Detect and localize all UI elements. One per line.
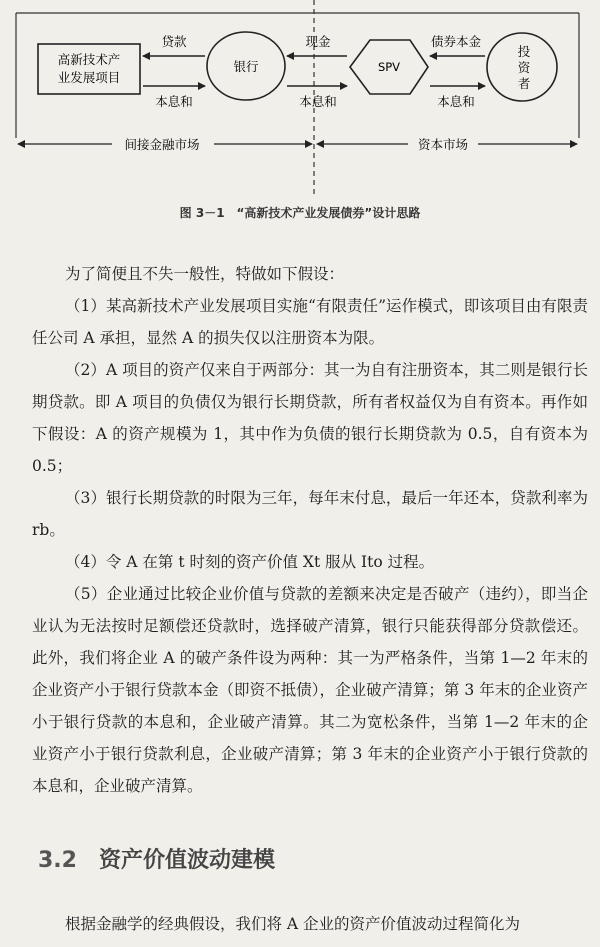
cash-label: 现金 (305, 34, 331, 49)
loan-label: 贷款 (161, 34, 187, 49)
repay-investor-label: 本息和 (437, 94, 475, 109)
project-label-line2: 业发展项目 (57, 70, 121, 85)
section-number: 3.2 (38, 848, 77, 873)
bond-principal-label: 债券本金 (430, 34, 482, 49)
financing-diagram (0, 0, 600, 200)
indirect-market-label: 间接金融市场 (124, 137, 200, 152)
paragraph-assumption-4: （4）令 A 在第 t 时刻的资产价值 Xt 服从 Ito 过程。 (65, 553, 435, 571)
paragraph-assumption-1: （1）某高新技术产业发展项目实施“有限责任”运作模式，即该项目由有限责任公司 A 承担，显然 A 的损失仅以注册资本为限。 (32, 297, 588, 347)
figure-caption: 图 3－1 “高新技术产业发展债券”设计思路 (179, 206, 421, 220)
repay-spv-label: 本息和 (299, 94, 337, 109)
paragraph-assumption-3: （3）银行长期贷款的时限为三年，每年末付息，最后一年还本，贷款利率为 rb。 (32, 489, 588, 539)
bank-label: 银行 (233, 59, 259, 74)
investor-label-char1: 投 (517, 44, 531, 59)
investor-label-char2: 资 (517, 60, 531, 75)
capital-market-label: 资本市场 (417, 137, 469, 152)
section-heading (38, 843, 275, 874)
spv-label: SPV (377, 60, 401, 74)
project-label-line1: 高新技术产 (57, 52, 121, 67)
investor-label-char3: 者 (517, 76, 531, 91)
repay-bank-label: 本息和 (155, 94, 193, 109)
section-title: 资产价值波动建模 (98, 848, 275, 873)
paragraph-assumption-5: （5）企业通过比较企业价值与贷款的差额来决定是否破产（违约），即当企业认为无法按时足额偿还贷款时，选择破产清算，银行只能获得部分贷款偿还。此外，我们将企业 A 的破产条件设为两种：其一为严格条件，当第 1—2 年末的企业资产小于银行贷款本金（即资不抵债），企业破产清算；第 3 年末的企业资产小于银行贷款的本息和，企业破产清算。其二为宽松条件，当第 1—2 年末的企业资产小于银行贷款利息，企业破产清算；第 3 年末的企业资产小于银行贷款的本息和，企业破产清算。 (32, 585, 588, 795)
paragraph-assumption-2: （2）A 项目的资产仅来自于两部分：其一为自有注册资本，其二则是银行长期贷款。即 A 项目的负债仅为银行长期贷款，所有者权益仅为自有资本。再作如下假设：A 的资产规模为 1，其中作为负债的银行长期贷款为 0.5，自有资本为 0.5； (32, 361, 588, 475)
paragraph-section-intro: 根据金融学的经典假设，我们将 A 企业的资产价值波动过程简化为 (65, 915, 521, 933)
paragraph-intro: 为了简便且不失一般性，特做如下假设： (65, 265, 345, 283)
